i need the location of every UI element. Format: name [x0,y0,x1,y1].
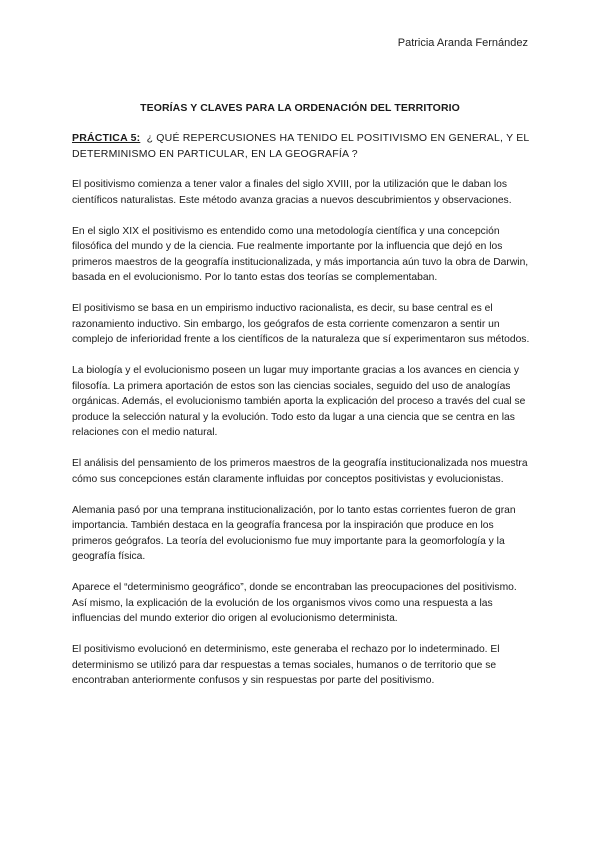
practice-question [72,131,530,162]
practice-label: PRÁCTICA 5: [72,132,141,144]
paragraph: Aparece el “determinismo geográfico”, donde se encontraban las preocupaciones del positivismo. Así mismo, la explicación de la evolución de los organismos vivos como una respuesta a las influencias del mundo exterior dio origen al evolucionismo determinista. [72,582,517,624]
paragraph: Alemania pasó por una temprana institucionalización, por lo tanto estas corrientes fueron de gran importancia. También destaca en la geografía francesa por la inspiración que produce en los primeros geógrafos. La teoría del evolucionismo fue muy importante para la geomorfología y la geografía física. [72,504,516,562]
paragraph: En el siglo XIX el positivismo es entendido como una metodología científica y una concepción filosófica del mundo y de la ciencia. Fue realmente importante por la influencia que dejó en los primeros maestros de la geografía institucionalizada, y más importancia aún tuvo la obra de Darwin, basada en el evolucionismo. Por lo tanto estas dos teorías se complementaban. [72,225,529,283]
paragraph: La biología y el evolucionismo poseen un lugar muy importante gracias a los avances en ciencia y filosofía. La primera aportación de estos son las ciencias sociales, seguido del uso de analogías orgánicas. Además, el evolucionismo también aporta la explicación del proceso a través del cual se produce la selección natural y la evolución. Todo esto da lugar a una ciencia que se centra en las relaciones con el medio natural. [72,365,526,438]
question-text: ¿ QUÉ REPERCUSIONES HA TENIDO EL POSITIVISMO EN GENERAL, Y EL DETERMINISMO EN PARTICULAR, EN LA GEOGRAFÍA ? [72,132,530,160]
document-title: TEORÍAS Y CLAVES PARA LA ORDENACIÓN DEL TERRITORIO [140,102,460,114]
author-name: Patricia Aranda Fernández [397,37,528,49]
paragraph: El positivismo evolucionó en determinismo, este generaba el rechazo por lo indeterminado. El determinismo se utilizó para dar respuestas a temas sociales, humanos o de territorio que se encontraban anteriormente confusos y sin respuestas por parte del positivismo. [72,644,500,686]
document-body [72,177,530,704]
paragraph: El positivismo comienza a tener valor a finales del siglo XVIII, por la utilización que le daban los científicos naturalistas. Este método avanza gracias a nuevos descubrimientos y observaciones. [72,179,512,206]
paragraph: El análisis del pensamiento de los primeros maestros de la geografía institucionalizada nos muestra cómo sus concepciones están claramente influidas por conceptos positivistas y evolucionistas. [72,458,528,485]
paragraph: El positivismo se basa en un empirismo inductivo racionalista, es decir, su base central es el razonamiento inductivo. Sin embargo, los geógrafos de esta corriente comenzaron a sentir un complejo de inferioridad frente a los científicos de la naturaleza que sí experimentaron sus métodos. [72,303,530,345]
